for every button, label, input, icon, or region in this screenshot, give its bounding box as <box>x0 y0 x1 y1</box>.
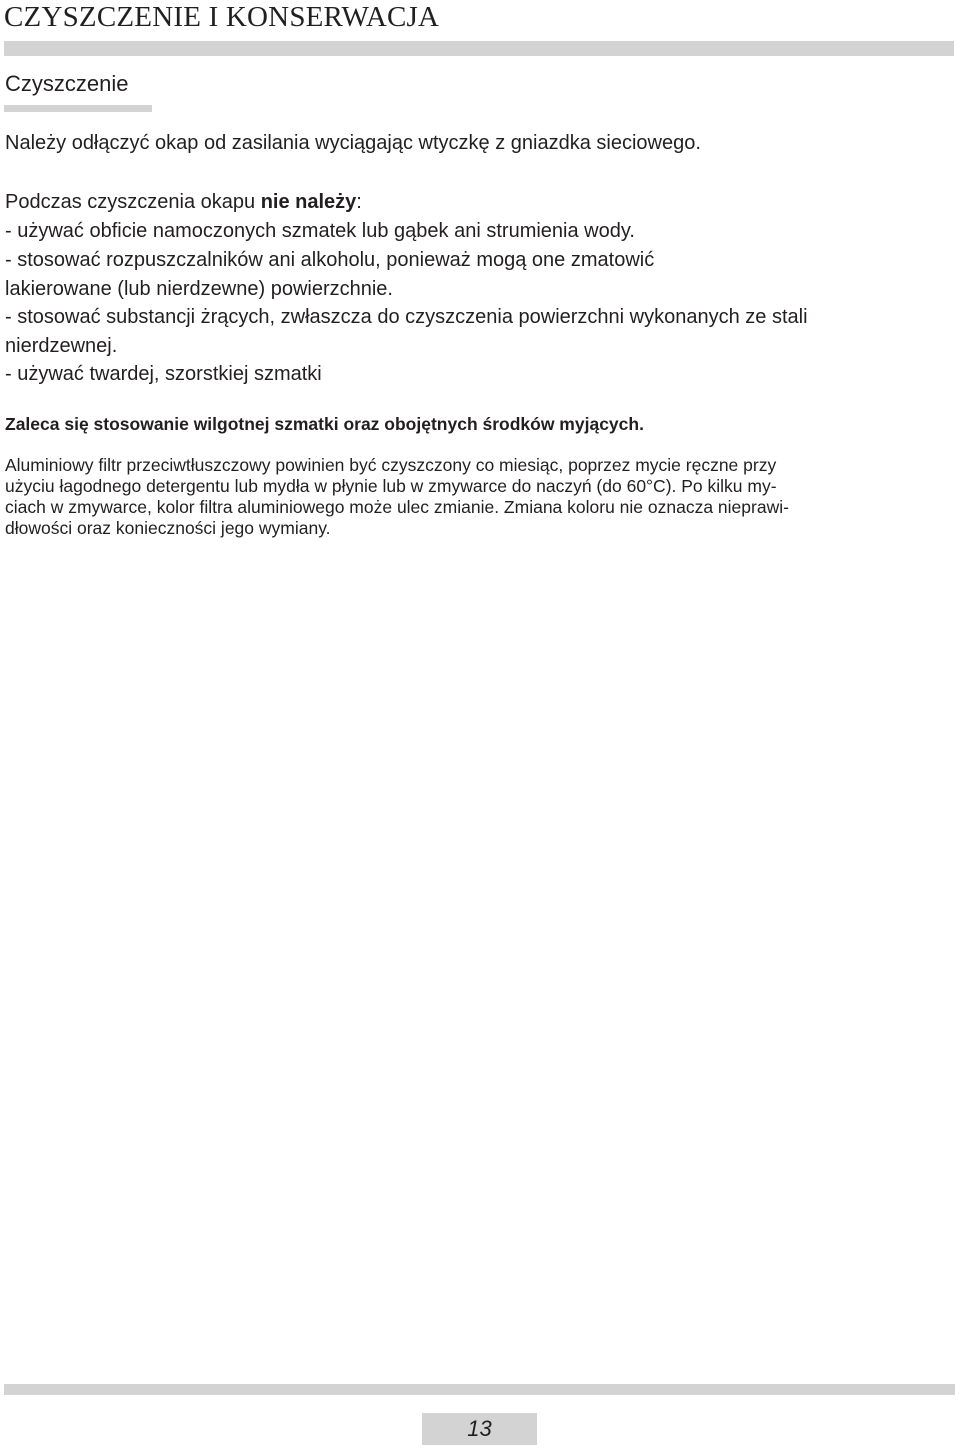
page-number-box <box>422 1413 537 1445</box>
section-divider <box>4 105 152 112</box>
title-divider <box>4 41 954 56</box>
list-item: - używać twardej, szorstkiej szmatki <box>5 363 322 385</box>
recommendation-note: Zaleca się stosowanie wilgotnej szmatki oraz obojętnych środków myjących. <box>5 414 644 434</box>
list-item-continuation: lakierowane (lub nierdzewne) powierzchnie. <box>5 278 393 300</box>
list-item: - stosować rozpuszczalników ani alkoholu, ponieważ mogą one zmatowić <box>5 249 655 271</box>
filter-paragraph-line: ciach w zmywarce, kolor filtra aluminiowego może ulec zmianie. Zmiana koloru nie oznacza nieprawi- <box>5 497 789 517</box>
list-item-continuation: nierdzewnej. <box>5 335 118 357</box>
page-number: 13 <box>467 1416 492 1441</box>
page-title: CZYSZCZENIE I KONSERWACJA <box>4 1 440 33</box>
filter-paragraph-line: Aluminiowy filtr przeciwtłuszczowy powinien być czyszczony co miesiąc, poprzez mycie ręczne przy <box>5 455 777 475</box>
warning-paragraph <box>5 189 362 215</box>
filter-paragraph-line: użyciu łagodnego detergentu lub mydła w płynie lub w zmywarce do naczyń (do 60°C). Po kilku my- <box>5 476 777 496</box>
footer-divider <box>4 1384 955 1395</box>
filter-paragraph-line: dłowości oraz konieczności jego wymiany. <box>5 518 331 538</box>
warning-emphasis: nie należy <box>260 191 357 213</box>
list-item: - stosować substancji żrących, zwłaszcza do czyszczenia powierzchni wykonanych ze stali <box>5 306 808 328</box>
list-item: - używać obficie namoczonych szmatek lub gąbek ani strumienia wody. <box>5 220 635 242</box>
section-heading: Czyszczenie <box>5 71 129 96</box>
warning-suffix: : <box>356 191 362 213</box>
intro-paragraph: Należy odłączyć okap od zasilania wyciągając wtyczkę z gniazdka sieciowego. <box>5 132 701 154</box>
warning-prefix: Podczas czyszczenia okapu <box>5 191 261 213</box>
